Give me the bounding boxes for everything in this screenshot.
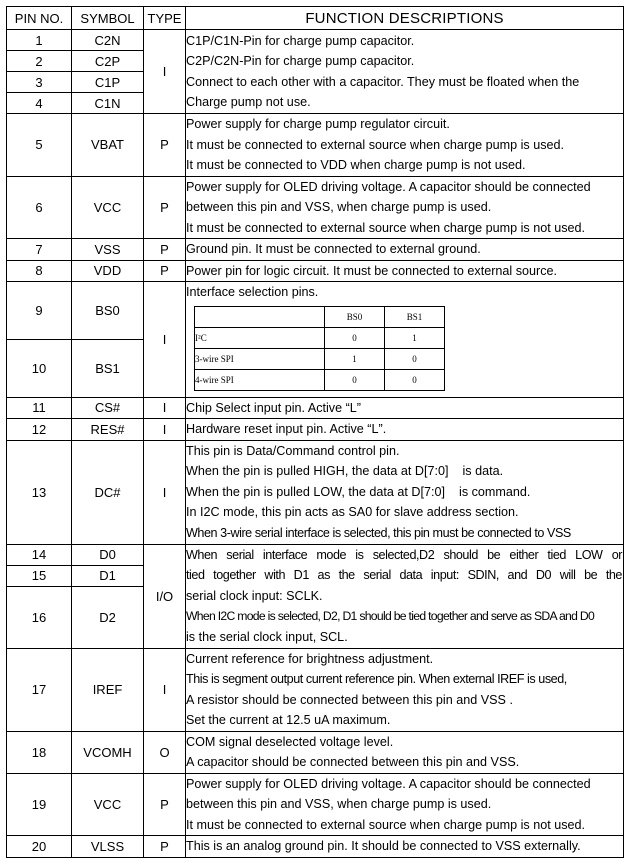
pin-number: 10 bbox=[7, 340, 72, 397]
table-row bbox=[7, 239, 624, 261]
function-line: It must be connected to external source when charge pump is not used. bbox=[186, 817, 586, 832]
pin-symbol: BS1 bbox=[72, 340, 144, 397]
pin-type: O bbox=[144, 731, 186, 773]
interface-row bbox=[195, 327, 445, 348]
function-line: When 3-wire serial interface is selected, this pin must be connected to VSS bbox=[186, 525, 571, 540]
function-line: It must be connected to external source when charge pump is used. bbox=[186, 137, 565, 152]
pin-symbol: VLSS bbox=[72, 836, 144, 858]
pin-number: 9 bbox=[7, 282, 72, 340]
header-row bbox=[7, 7, 624, 30]
pin-function bbox=[186, 544, 624, 648]
pin-function bbox=[186, 239, 624, 261]
pin-symbol: C2P bbox=[72, 51, 144, 72]
table-row bbox=[7, 114, 624, 177]
function-line: C1P/C1N-Pin for charge pump capacitor. bbox=[186, 33, 415, 48]
pin-symbol: DC# bbox=[72, 440, 144, 544]
interface-row bbox=[195, 348, 445, 369]
pin-function bbox=[186, 836, 624, 858]
table-row bbox=[7, 731, 624, 773]
pin-type: I bbox=[144, 397, 186, 419]
table-row bbox=[7, 648, 624, 731]
function-line: serial clock input: SCLK. bbox=[186, 588, 323, 603]
pin-number: 1 bbox=[7, 30, 72, 51]
table-row bbox=[7, 836, 624, 858]
interface-mode: I²C bbox=[195, 327, 325, 348]
interface-bs0-value: 0 bbox=[325, 327, 385, 348]
function-line: Ground pin. It must be connected to external ground. bbox=[186, 242, 481, 256]
pin-type: I bbox=[144, 282, 186, 398]
function-line: When I2C mode is selected, D2, D1 should be tied together and serve as SDA and D0 bbox=[186, 609, 595, 624]
pin-symbol: C2N bbox=[72, 30, 144, 51]
interface-selection bbox=[186, 303, 623, 397]
function-line: between this pin and VSS, when charge pump is used. bbox=[186, 200, 492, 214]
pin-function bbox=[186, 397, 624, 419]
function-line: This pin is Data/Command control pin. bbox=[186, 443, 400, 458]
function-line: In I2C mode, this pin acts as SA0 for slave address section. bbox=[186, 505, 519, 520]
header-symbol: SYMBOL bbox=[72, 7, 144, 30]
function-line: Power supply for OLED driving voltage. A capacitor should be connected bbox=[186, 179, 591, 194]
function-line: COM signal deselected voltage level. bbox=[186, 734, 394, 749]
pin-type: I bbox=[144, 440, 186, 544]
pin-symbol: VDD bbox=[72, 260, 144, 282]
function-line: This is an analog ground pin. It should be connected to VSS externally. bbox=[186, 839, 581, 853]
pin-function bbox=[186, 731, 624, 773]
pin-number: 15 bbox=[7, 565, 72, 586]
table-row bbox=[7, 397, 624, 419]
interface-bs1-value: 0 bbox=[385, 348, 445, 369]
function-line: Connect to each other with a capacitor. They must be floated when the bbox=[186, 74, 580, 89]
pin-symbol: VCC bbox=[72, 176, 144, 239]
interface-header-row bbox=[195, 306, 445, 327]
pin-symbol: VSS bbox=[72, 239, 144, 261]
interface-bs0-value: 0 bbox=[325, 369, 385, 390]
pin-number: 17 bbox=[7, 648, 72, 731]
function-line: It must be connected to VDD when charge pump is not used. bbox=[186, 158, 526, 172]
function-line: C2P/C2N-Pin for charge pump capacitor. bbox=[186, 54, 415, 68]
function-line: Power pin for logic circuit. It must be connected to external source. bbox=[186, 263, 557, 278]
pin-function bbox=[186, 176, 624, 239]
function-line: between this pin and VSS, when charge pump is used. bbox=[186, 797, 492, 811]
pin-function bbox=[186, 419, 624, 441]
header-pin-no: PIN NO. bbox=[7, 7, 72, 30]
pin-function bbox=[186, 440, 624, 544]
function-line: tied together with D1 as the serial data input: SDIN, and D0 will be the bbox=[186, 568, 622, 583]
interface-row bbox=[195, 369, 445, 390]
interface-bs1-value: 1 bbox=[385, 327, 445, 348]
pin-number: 8 bbox=[7, 260, 72, 282]
function-line: Power supply for charge pump regulator circuit. bbox=[186, 117, 450, 131]
pin-number: 4 bbox=[7, 93, 72, 114]
pin-type: P bbox=[144, 114, 186, 177]
pin-symbol: C1N bbox=[72, 93, 144, 114]
pin-function bbox=[186, 30, 624, 114]
pin-type: P bbox=[144, 773, 186, 836]
interface-bs1-value: 0 bbox=[385, 369, 445, 390]
table-row bbox=[7, 282, 624, 340]
function-line: When the pin is pulled LOW, the data at D[7:0] is command. bbox=[186, 484, 531, 499]
function-line: Set the current at 12.5 uA maximum. bbox=[186, 713, 391, 727]
function-line: When the pin is pulled HIGH, the data at D[7:0] is data. bbox=[186, 464, 504, 479]
pin-symbol: D0 bbox=[72, 544, 144, 565]
pin-number: 3 bbox=[7, 72, 72, 93]
interface-bs0-value: 1 bbox=[325, 348, 385, 369]
pin-symbol: VBAT bbox=[72, 114, 144, 177]
function-line: Interface selection pins. bbox=[186, 285, 319, 299]
pin-number: 12 bbox=[7, 419, 72, 441]
pin-number: 7 bbox=[7, 239, 72, 261]
interface-col-bs1: BS1 bbox=[385, 306, 445, 327]
pin-number: 5 bbox=[7, 114, 72, 177]
function-line: This is segment output current reference pin. When external IREF is used, bbox=[186, 672, 567, 686]
pin-type: P bbox=[144, 260, 186, 282]
pin-symbol: D1 bbox=[72, 565, 144, 586]
pin-symbol: D2 bbox=[72, 586, 144, 648]
function-line: Current reference for brightness adjustment. bbox=[186, 651, 434, 666]
pin-type: I bbox=[144, 648, 186, 731]
header-function: FUNCTION DESCRIPTIONS bbox=[186, 7, 624, 30]
pin-symbol: VCC bbox=[72, 773, 144, 836]
pin-type: I/O bbox=[144, 544, 186, 648]
pin-number: 11 bbox=[7, 397, 72, 419]
table-row bbox=[7, 176, 624, 239]
interface-col-bs0: BS0 bbox=[325, 306, 385, 327]
pin-number: 6 bbox=[7, 176, 72, 239]
header-type: TYPE bbox=[144, 7, 186, 30]
pin-symbol: BS0 bbox=[72, 282, 144, 340]
table-row bbox=[7, 544, 624, 565]
pin-function bbox=[186, 114, 624, 177]
function-line: Charge pump not use. bbox=[186, 95, 311, 109]
function-line: Chip Select input pin. Active “L” bbox=[186, 400, 362, 415]
table-row bbox=[7, 260, 624, 282]
interface-selection-table bbox=[194, 306, 445, 391]
function-line: A capacitor should be connected between this pin and VSS. bbox=[186, 755, 520, 769]
pin-type: P bbox=[144, 836, 186, 858]
pin-number: 14 bbox=[7, 544, 72, 565]
interface-corner-cell bbox=[195, 306, 325, 327]
table-row bbox=[7, 419, 624, 441]
pin-number: 18 bbox=[7, 731, 72, 773]
pin-symbol: CS# bbox=[72, 397, 144, 419]
function-line: It must be connected to external source when charge pump is not used. bbox=[186, 220, 586, 235]
interface-mode: 3-wire SPI bbox=[195, 348, 325, 369]
pin-function bbox=[186, 260, 624, 282]
pin-number: 2 bbox=[7, 51, 72, 72]
table-row bbox=[7, 440, 624, 544]
pin-number: 19 bbox=[7, 773, 72, 836]
table-row bbox=[7, 773, 624, 836]
function-line: A resistor should be connected between this pin and VSS . bbox=[186, 692, 513, 707]
pin-description-table bbox=[6, 6, 624, 858]
table-row bbox=[7, 30, 624, 51]
pin-number: 16 bbox=[7, 586, 72, 648]
pin-number: 13 bbox=[7, 440, 72, 544]
pin-type: I bbox=[144, 30, 186, 114]
pin-function bbox=[186, 282, 624, 398]
function-line: Power supply for OLED driving voltage. A capacitor should be connected bbox=[186, 776, 591, 791]
pin-type: P bbox=[144, 176, 186, 239]
pin-type: P bbox=[144, 239, 186, 261]
pin-function bbox=[186, 648, 624, 731]
pin-function bbox=[186, 773, 624, 836]
pin-symbol: RES# bbox=[72, 419, 144, 441]
pin-symbol: IREF bbox=[72, 648, 144, 731]
function-line: is the serial clock input, SCL. bbox=[186, 629, 348, 644]
pin-type: I bbox=[144, 419, 186, 441]
pin-symbol: C1P bbox=[72, 72, 144, 93]
function-line: Hardware reset input pin. Active “L”. bbox=[186, 422, 387, 436]
function-line: When serial interface mode is selected,D2 should be either tied LOW or bbox=[186, 547, 622, 562]
interface-mode: 4-wire SPI bbox=[195, 369, 325, 390]
pin-symbol: VCOMH bbox=[72, 731, 144, 773]
pin-number: 20 bbox=[7, 836, 72, 858]
